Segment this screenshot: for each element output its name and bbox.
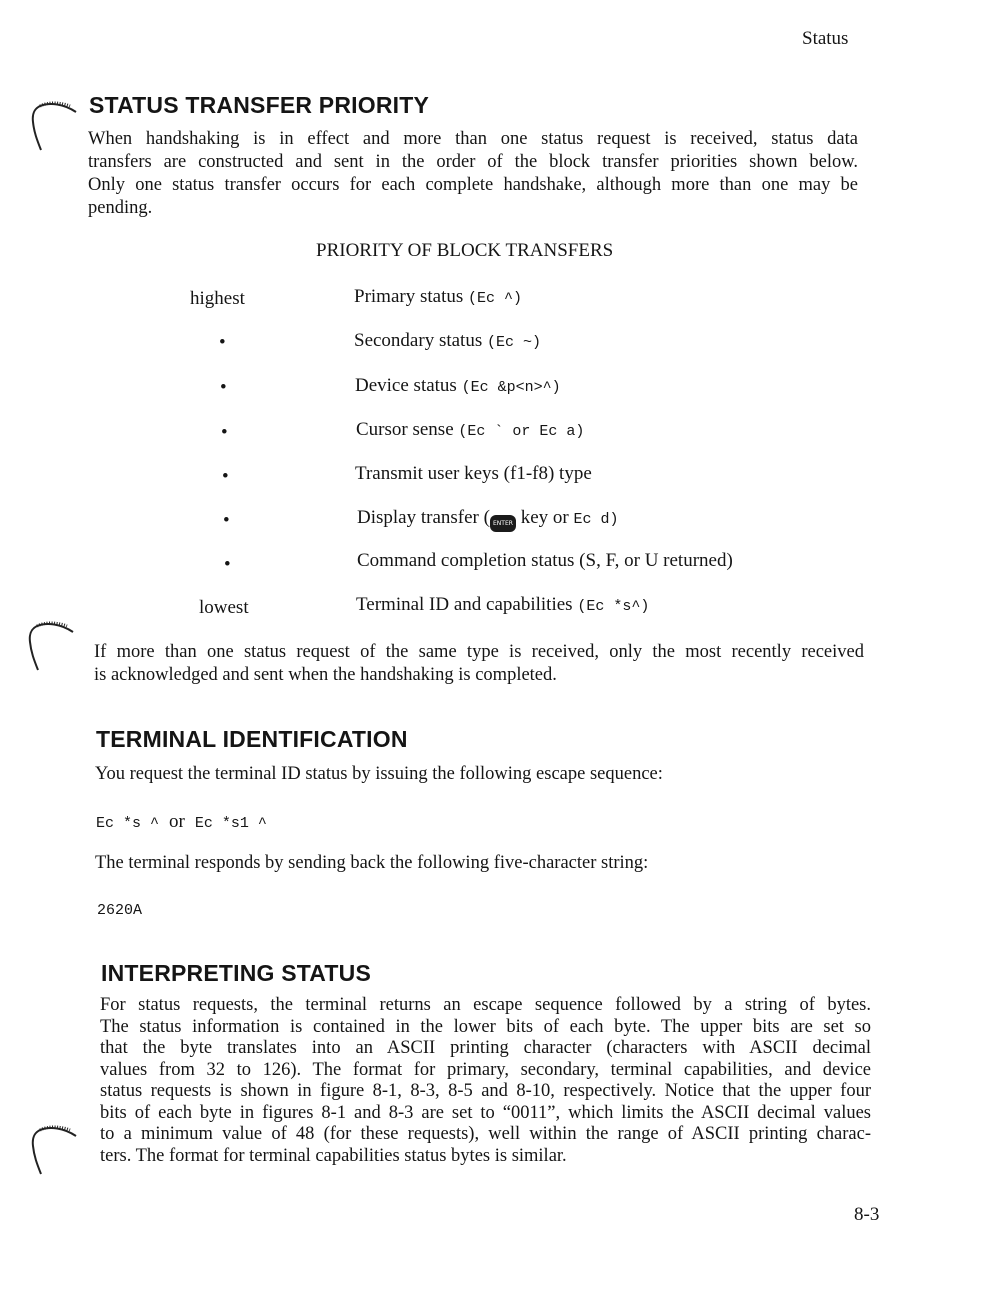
change-bar-hook-icon [28,1122,78,1178]
running-header: Status [802,28,849,49]
table-title: PRIORITY OF BLOCK TRANSFERS [316,240,614,261]
priority-item [355,375,561,397]
priority-item [354,286,522,308]
paragraph-line: to a minimum value of 48 (for these requests), well within the range of ASCII printing charac- [100,1124,871,1144]
paragraph-line: transfers are constructed and sent in the order of the block transfer priorities shown below. [88,152,858,172]
paragraph-line: values from 32 to 126). The format for primary, secondary, terminal capabilities, and device [100,1059,871,1080]
paragraph-line: that the byte translates into an ASCII printing character (characters with ASCII decimal [100,1038,871,1058]
priority-desc: Command completion status (S, F, or U returned) [357,550,733,571]
sequence-separator: or [169,811,185,832]
section-heading-terminal-identification: TERMINAL IDENTIFICATION [96,726,408,752]
escape-code: (Ec ^) [468,290,523,307]
priority-desc: Display transfer ( [357,507,490,528]
section-heading-interpreting-status: INTERPRETING STATUS [101,960,372,986]
priority-item [354,330,541,352]
paragraph-line: status requests is shown in figure 8-1, 8-3, 8-5 and 8-10, respectively. Notice that the upper four [100,1081,871,1101]
escape-sequence-line [96,811,267,833]
priority-item [356,419,584,441]
escape-code: (Ec ~) [486,334,541,351]
priority-desc: Device status [355,375,457,396]
priority-desc: Cursor sense [356,419,454,440]
change-bar-hook-icon [25,618,75,674]
outro-paragraph [94,641,864,687]
priority-desc: Terminal ID and capabilities [356,594,573,615]
paragraph-line: pending. [88,198,153,218]
priority-item [356,594,649,616]
priority-desc: Transmit user keys (f1-f8) type [355,463,592,484]
change-bar-hook-icon [28,98,78,154]
paragraph-line: Only one status transfer occurs for each complete handshake, although more than one may be [88,175,858,195]
terminal-response-text: The terminal responds by sending back the following five-character string: [95,853,649,873]
priority-bullet: • [222,466,229,487]
escape-code: (Ec &p<n>^) [461,379,561,396]
terminal-id-string: 2620A [97,902,143,919]
priority-bullet: • [220,377,227,398]
priority-item [357,507,619,532]
escape-code: (Ec ` or Ec a) [458,423,585,440]
paragraph-line: ters. The format for terminal capabilities status bytes is similar. [100,1145,567,1166]
escape-code: Ec d) [573,511,619,528]
priority-bullet: • [223,510,230,531]
escape-sequence: Ec *s1 ^ [194,815,267,832]
priority-desc: Secondary status [354,330,483,351]
terminal-id-request-text: You request the terminal ID status by issuing the following escape sequence: [95,764,663,784]
paragraph-line: The status information is contained in the lower bits of each byte. The upper bits are set so [100,1016,871,1037]
page-number: 8-3 [854,1204,880,1225]
priority-item [355,463,592,485]
enter-key-icon: ENTER [490,515,516,532]
priority-bullet: • [224,554,231,575]
priority-rank: highest [190,288,245,309]
interpreting-status-paragraph [100,995,871,1167]
priority-bullet: • [219,332,226,353]
intro-paragraph [88,128,858,220]
priority-item [357,550,733,572]
escape-sequence: Ec *s ^ [96,815,160,832]
paragraph-line: For status requests, the terminal returns an escape sequence followed by a string of bytes. [100,995,871,1015]
section-heading-transfer-priority: STATUS TRANSFER PRIORITY [89,92,430,118]
paragraph-line: When handshaking is in effect and more than one status request is received, status data [88,129,858,149]
paragraph-line: bits of each byte in figures 8-1 and 8-3 are set to “0011”, which limits the ASCII decimal values [100,1102,871,1123]
priority-bullet: • [221,422,228,443]
paragraph-line: If more than one status request of the same type is received, only the most recently received [94,642,864,662]
priority-rank: lowest [199,597,249,618]
priority-desc: Primary status [354,286,464,307]
paragraph-line: is acknowledged and sent when the handshaking is completed. [94,665,557,685]
priority-desc: key or [515,507,574,528]
escape-code: (Ec *s^) [577,598,650,615]
